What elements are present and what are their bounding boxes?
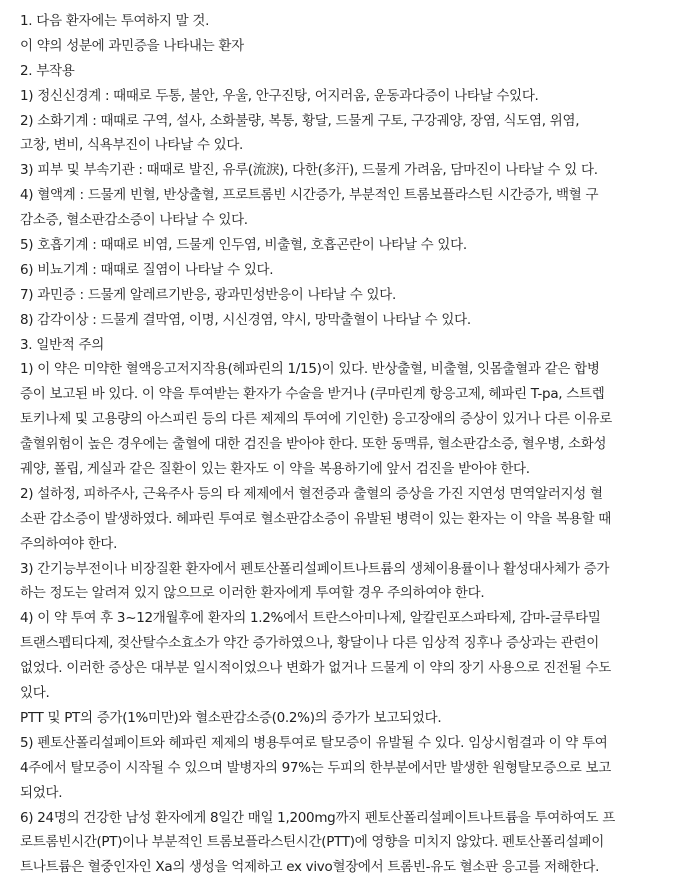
text-line: 6) 24명의 건강한 남성 환자에게 8일간 매일 1,200mg까지 펜토산폴리설페이트나트륨을 투여하여도 프 [20, 809, 615, 826]
text-line: 로트롬빈시간(PT)이나 부분적인 트롬보플라스틴시간(PTT)에 영향을 미치지 않았다. 펜토산폴리설페이 [20, 834, 604, 851]
text-line: 소판 감소증이 발생하였다. 헤파린 투여로 혈소판감소증이 유발된 병력이 있는 환자는 이 약을 복용할 때 [20, 510, 611, 527]
text-line: 7) 과민증 : 드물게 알레르기반응, 광과민성반응이 나타날 수 있다. [20, 286, 396, 303]
text-line: 궤양, 폴립, 게실과 같은 질환이 있는 환자도 이 약을 복용하기에 앞서 검진을 받아야 한다. [20, 461, 530, 478]
text-line: 2) 소화기계 : 때때로 구역, 설사, 소화불량, 복통, 황달, 드물게 구토, 구강궤양, 장염, 식도염, 위염, [20, 112, 580, 129]
text-line: 토키나제 및 고용량의 아스피린 등의 다른 제제의 투여에 기인한) 응고장애의 증상이 있거나 다른 이유로 [20, 411, 612, 428]
text-line: 4) 혈액계 : 드물게 빈혈, 반상출혈, 프로트롬빈 시간증가, 부분적인 트롬보플라스틴 시간증가, 백혈 구 [20, 187, 599, 204]
text-line: 8) 감각이상 : 드물게 결막염, 이명, 시신경염, 약시, 망막출혈이 나타날 수 있다. [20, 311, 471, 328]
text-line: 트랜스펩티다제, 젖산탈수소효소가 약간 증가하였으나, 황달이나 다른 임상적 징후나 증상과는 관련이 [20, 635, 600, 652]
text-line: 1) 이 약은 미약한 혈액응고저지작용(헤파린의 1/15)이 있다. 반상출혈, 비출혈, 잇몸출혈과 같은 합병 [20, 361, 600, 378]
text-line: 트나트륨은 혈중인자인 Xa의 생성을 억제하고 ex vivo혈장에서 트롬빈-유도 혈소판 응고를 저해한다. [20, 859, 600, 876]
text-line: 1) 정신신경계 : 때때로 두통, 불안, 우울, 안구진탕, 어지러움, 운동과다증이 나타날 수있다. [20, 87, 539, 104]
text-line: 고창, 변비, 식욕부진이 나타날 수 있다. [20, 137, 244, 154]
text-line: 되었다. [20, 784, 63, 801]
text-line: 3) 피부 및 부속기관 : 때때로 발진, 유루(流淚), 다한(多汗), 드물게 가려움, 담마진이 나타날 수 있 다. [20, 162, 598, 179]
text-line: 감소증, 혈소판감소증이 나타날 수 있다. [20, 212, 248, 229]
text-line: 주의하여야 한다. [20, 535, 118, 552]
text-line: 없었다. 이러한 증상은 대부분 일시적이었으나 변화가 없거나 드물게 이 약의 장기 사용으로 진전될 수도 [20, 660, 611, 677]
text-line: 4주에서 탈모증이 시작될 수 있으며 발병자의 97%는 두피의 한부분에서만 발생한 원형탈모증으로 보고 [20, 759, 611, 776]
text-line: 1. 다음 환자에는 투여하지 말 것. [20, 13, 210, 29]
text-line: 있다. [20, 685, 50, 702]
text-line: 2) 설하정, 피하주사, 근육주사 등의 타 제제에서 혈전증과 출혈의 증상을 가진 지연성 면역알러지성 혈 [20, 485, 603, 502]
text-line: 3) 간기능부전이나 비장질환 환자에서 펜토산폴리설페이트나트륨의 생체이용률이나 활성대사체가 증가 [20, 560, 610, 577]
text-line: PTT 및 PT의 증가(1%미만)와 혈소판감소증(0.2%)의 증가가 보고되었다. [20, 709, 442, 726]
text-line: 5) 펜토산폴리설페이트와 헤파린 제제의 병용투여로 탈모증이 유발될 수 있다. 임상시험결과 이 약 투여 [20, 734, 608, 751]
text-line: 3. 일반적 주의 [20, 336, 104, 353]
text-line: 6) 비뇨기계 : 때때로 질염이 나타날 수 있다. [20, 261, 274, 278]
text-line: 이 약의 성분에 과민증을 나타내는 환자 [20, 37, 244, 54]
text-line: 증이 보고된 바 있다. 이 약을 투여받는 환자가 수술을 받거나 (쿠마린계 항응고제, 헤파린 T-pa, 스트렙 [20, 386, 605, 403]
text-line: 4) 이 약 투여 후 3~12개월후에 환자의 1.2%에서 트란스아미나제, 알칼린포스파타제, 감마-글루타밀 [20, 610, 601, 627]
text-line: 하는 정도는 알려져 있지 않으므로 이러한 환자에게 투여할 경우 주의하여야 한다. [20, 585, 485, 602]
text-line: 5) 호흡기계 : 때때로 비염, 드물게 인두염, 비출혈, 호흡곤란이 나타날 수 있다. [20, 237, 467, 254]
text-line: 출혈위험이 높은 경우에는 출혈에 대한 검진을 받아야 한다. 또한 동맥류, 혈소판감소증, 혈우병, 소화성 [20, 436, 607, 453]
document-body [20, 9, 688, 880]
text-line: 2. 부작용 [20, 62, 75, 79]
